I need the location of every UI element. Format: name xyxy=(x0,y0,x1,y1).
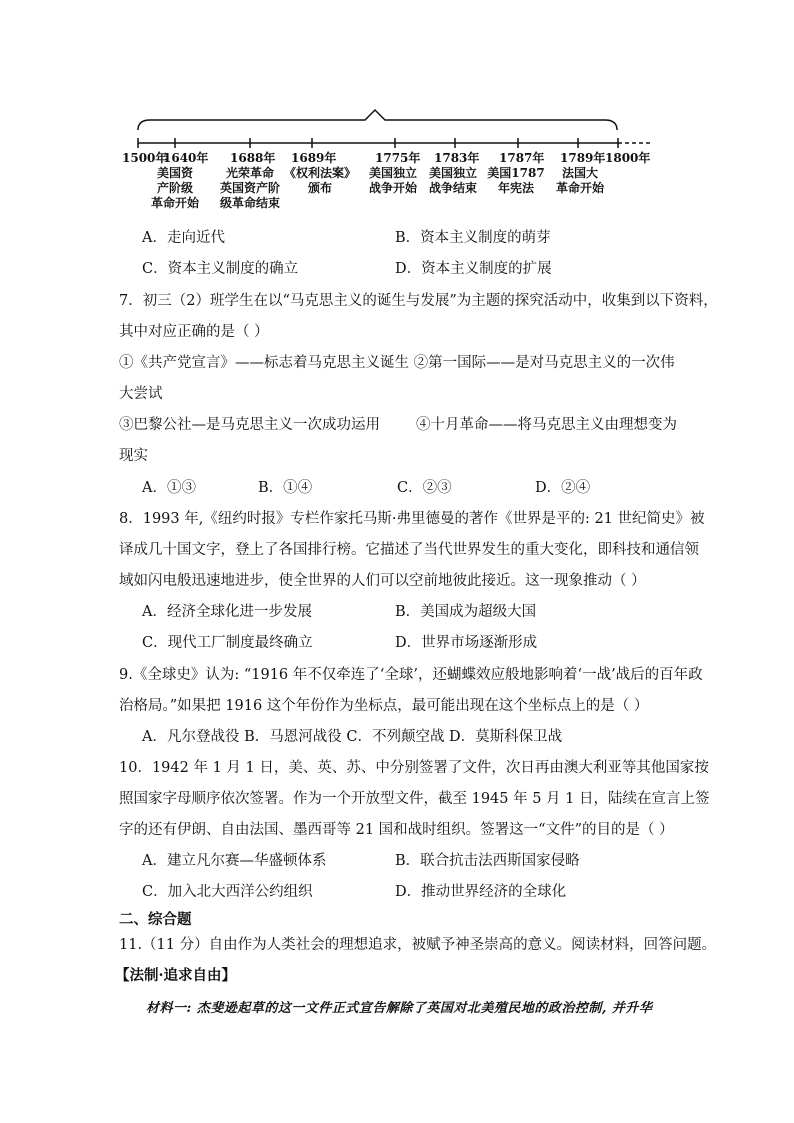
timeline-year-1783: 1783年 xyxy=(434,151,480,165)
timeline-year-1800: 1800年 xyxy=(605,151,651,165)
q7-item-line6: 现实 xyxy=(119,448,148,464)
timeline-year-1775: 1775年 xyxy=(375,151,421,165)
q10-stem-line2: 照国家字母顺序依次签署。作为一个开放型文件，截至 1945 年 5 月 1 日，陆续在宣言上签 xyxy=(119,791,710,807)
q8-option-b: B．美国成为超级大国 xyxy=(395,604,537,620)
q9-stem-line1: 9.《全球史》认为: “1916 年不仅牵连了‘全球’，还蝴蝶效应般地影响着‘一战’战后的百年政 xyxy=(119,667,703,683)
q11-subheading: 【法制·追求自由】 xyxy=(115,967,237,984)
timeline-brace xyxy=(138,110,617,130)
timeline-event-1783: 美国独立 战争结束 xyxy=(428,166,477,195)
timeline-event-1787: 美国1787 年宪法 xyxy=(487,166,545,195)
q8-option-c: C．现代工厂制度最终确立 xyxy=(142,635,313,651)
q9-stem-line2: 治格局。”如果把 1916 这个年份作为坐标点，最可能出现在这个坐标点上的是（ ） xyxy=(119,698,649,714)
q6-option-b: B．资本主义制度的萌芽 xyxy=(395,230,551,246)
q10-option-c: C．加入北大西洋公约组织 xyxy=(142,884,313,900)
q7-stem-line2: 其中对应正确的是（ ） xyxy=(119,324,269,340)
q8-stem-line1: 8．1993 年,《纽约时报》专栏作家托马斯·弗里德曼的著作《世界是平的: 21 世纪简史》被 xyxy=(119,511,705,527)
q10-option-a: A．建立凡尔赛—华盛顿体系 xyxy=(142,853,327,869)
q8-stem-line3: 域如闪电般迅速地进步，使全世界的人们可以空前地彼此接近。这一现象推动（ ） xyxy=(119,573,646,589)
timeline-year-1688: 1688年 xyxy=(230,151,276,165)
q8-option-a: A．经济全球化进一步发展 xyxy=(142,604,312,620)
q7-option-a: A．①③ xyxy=(142,480,196,496)
q9-options: A．凡尔登战役 B．马恩河战役 C．不列颠空战 D．莫斯科保卫战 xyxy=(142,729,563,745)
timeline-event-1689: 《权利法案》 颁布 xyxy=(283,166,356,195)
q6-option-d: D．资本主义制度的扩展 xyxy=(395,261,552,277)
timeline-year-1689: 1689年 xyxy=(291,151,337,165)
section-heading: 二、综合题 xyxy=(119,911,192,928)
q7-stem-line1: 7．初三（2）班学生在以“马克思主义的诞生与发展”为主题的探究活动中，收集到以下资料， xyxy=(119,293,718,309)
timeline-event-1640: 美国资 产阶级 革命开始 xyxy=(150,166,199,210)
q10-option-b: B．联合抗击法西斯国家侵略 xyxy=(395,853,580,869)
q7-option-d: D．②④ xyxy=(535,480,591,496)
timeline-event-1775: 美国独立 战争开始 xyxy=(368,166,417,195)
q8-stem-line2: 译成几十国文字，登上了各国排行榜。它描述了当代世界发生的重大变化，即科技和通信领 xyxy=(119,542,699,558)
q7-item-line3: ①《共产党宣言》——标志着马克思主义诞生 ②第一国际——是对马克思主义的一次伟 xyxy=(119,355,675,371)
timeline-year-1500: 1500年 xyxy=(122,151,168,165)
q7-item-line5b: ④十月革命——将马克思主义由理想变为 xyxy=(416,417,677,433)
q10-stem-line3: 字的还有伊朗、自由法国、墨西哥等 21 国和战时组织。签署这一“文件”的目的是（ ） xyxy=(119,822,674,838)
q7-option-b: B．①④ xyxy=(258,480,313,496)
timeline-year-1787: 1787年 xyxy=(499,151,545,165)
timeline-year-1640: 1640年 xyxy=(163,151,209,165)
q11-stem-line1: 11.（11 分）自由作为人类社会的理想追求，被赋予神圣崇高的意义。阅读材料，回答问题。 xyxy=(119,937,717,953)
timeline-event-1688: 光荣革命 英国资产阶 级革命结束 xyxy=(219,166,280,210)
timeline-event-1789: 法国大 革命开始 xyxy=(555,166,604,195)
q10-option-d: D．推动世界经济的全球化 xyxy=(395,884,567,900)
q8-option-d: D．世界市场逐渐形成 xyxy=(395,635,538,651)
timeline-year-1789: 1789年 xyxy=(560,151,606,165)
q7-item-line5: ③巴黎公社—是马克思主义一次成功运用 xyxy=(119,417,380,433)
q6-option-a: A．走向近代 xyxy=(142,230,225,246)
q11-material-1: 材料一: 杰斐逊起草的这一文件正式宣告解除了英国对北美殖民地的政治控制, 并升华 xyxy=(146,1001,653,1016)
q10-stem-line1: 10．1942 年 1 月 1 日，美、英、苏、中分别签署了文件，次日再由澳大利亚等其他国家按 xyxy=(119,760,709,776)
q7-option-c: C．②③ xyxy=(397,480,452,496)
q6-option-c: C．资本主义制度的确立 xyxy=(142,261,299,277)
q7-item-line4: 大尝试 xyxy=(119,386,163,402)
